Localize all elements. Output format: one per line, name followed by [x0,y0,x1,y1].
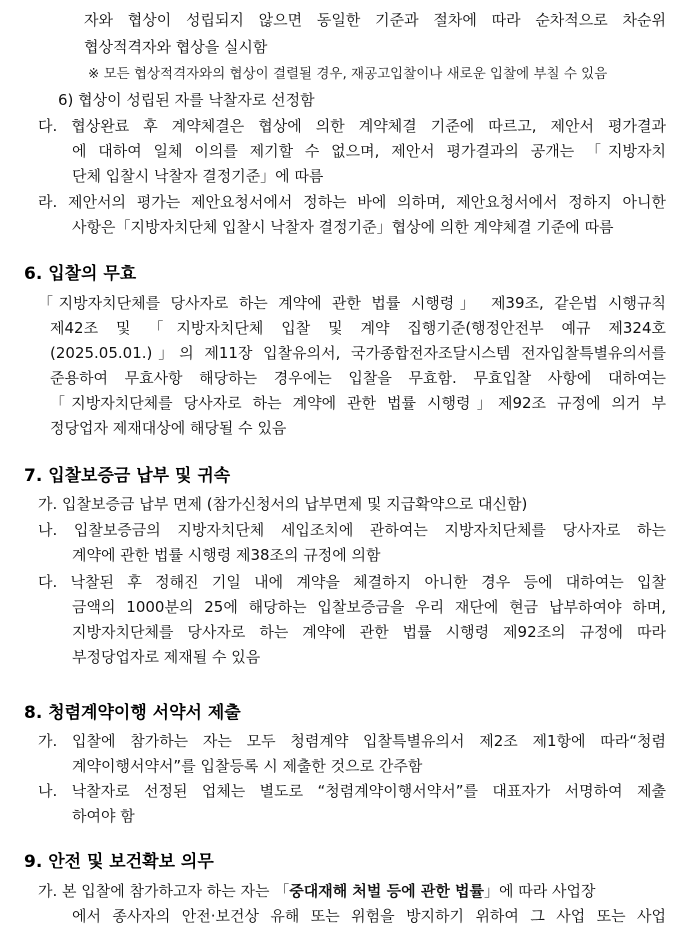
text-line: 제42조 및 「지방자치단체 입찰 및 계약 집행기준(행정안전부 예규 제324호 [50,319,666,337]
note-line: ※ 모든 협상적격자와의 협상이 결렬될 경우, 재공고입찰이나 새로운 입찰에 부칠 수 있음 [88,66,608,82]
text-span: 」에 따라 사업장 [484,882,596,900]
text-line [38,881,596,901]
section-heading: 6. 입찰의 무효 [24,264,137,284]
text-line: 가. 입찰에 참가하는 자는 모두 청렴계약 입찰특별유의서 제2조 제1항에 따라“청렴 [38,732,666,750]
section-heading: 9. 안전 및 보건확보 의무 [24,852,214,872]
text-line: 지방자치단체를 당사자로 하는 계약에 관한 법률 시행령 제92조의 규정에 따라 [72,623,666,641]
text-line: 자와 협상이 성립되지 않으면 동일한 기준과 절차에 따라 순차적으로 차순위 [84,11,666,29]
text-line: 정당업자 제재대상에 해당될 수 있음 [50,419,287,437]
text-line: 「지방자치단체를 당사자로 하는 계약에 관한 법률 시행령」 제39조, 같은법 시행규칙 [38,294,666,312]
text-line: 「지방자치단체를 당사자로 하는 계약에 관한 법률 시행령」제92조 규정에 의거 부 [50,394,666,412]
section-heading: 7. 입찰보증금 납부 및 귀속 [24,466,231,486]
text-line: 단체 입찰시 낙찰자 결정기준」에 따름 [72,167,324,185]
text-line: (2025.05.01.)」의 제11장 입찰유의서, 국가종합전자조달시스템 전자입찰특별유의서를 [50,344,666,362]
text-line: 협상적격자와 협상을 실시함 [84,38,268,56]
text-line: 사항은「지방자치단체 입찰시 낙찰자 결정기준」협상에 의한 계약체결 기준에 따름 [72,218,614,236]
text-line: 다. 협상완료 후 계약체결은 협상에 의한 계약체결 기준에 따르고, 제안서 평가결과 [38,117,666,135]
text-line: 에 대하여 일체 이의를 제기할 수 없으며, 제안서 평가결과의 공개는 「지방자치 [72,142,666,160]
section-heading: 8. 청렴계약이행 서약서 제출 [24,703,241,723]
text-line: 계약이행서약서”를 입찰등록 시 제출한 것으로 간주함 [72,757,423,775]
text-line: 가. 입찰보증금 납부 면제 (참가신청서의 납부면제 및 지급확약으로 대신함) [38,495,528,513]
text-span: 가. 본 입찰에 참가하고자 하는 자는 「 [38,882,290,900]
text-line: 나. 낙찰자로 선정된 업체는 별도로 “청렴계약이행서약서”를 대표자가 서명하여 제출 [38,782,666,800]
text-line: 금액의 1000분의 25에 해당하는 입찰보증금을 우리 재단에 현금 납부하여야 하며, [72,598,666,616]
text-line: 다. 낙찰된 후 정해진 기일 내에 계약을 체결하지 아니한 경우 등에 대하여는 입찰 [38,573,666,591]
text-line: 6) 협상이 성립된 자를 낙찰자로 선정함 [58,91,315,109]
text-line: 나. 입찰보증금의 지방자치단체 세입조치에 관하여는 지방자치단체를 당사자로 하는 [38,521,666,539]
text-line: 에서 종사자의 안전·보건상 유해 또는 위험을 방지하기 위하여 그 사업 또는 사업 [72,907,666,925]
law-name-bold: 중대재해 처벌 등에 관한 법률 [289,882,485,900]
text-line: 라. 제안서의 평가는 제안요청서에서 정하는 바에 의하며, 제안요청서에서 정하지 아니한 [38,193,666,211]
text-line: 준용하여 무효사항 해당하는 경우에는 입찰을 무효함. 무효입찰 사항에 대하여는 [50,369,666,387]
text-line: 부정당업자로 제재될 수 있음 [72,648,261,666]
text-line: 계약에 관한 법률 시행령 제38조의 규정에 의함 [72,546,381,564]
text-line: 하여야 함 [72,807,135,825]
